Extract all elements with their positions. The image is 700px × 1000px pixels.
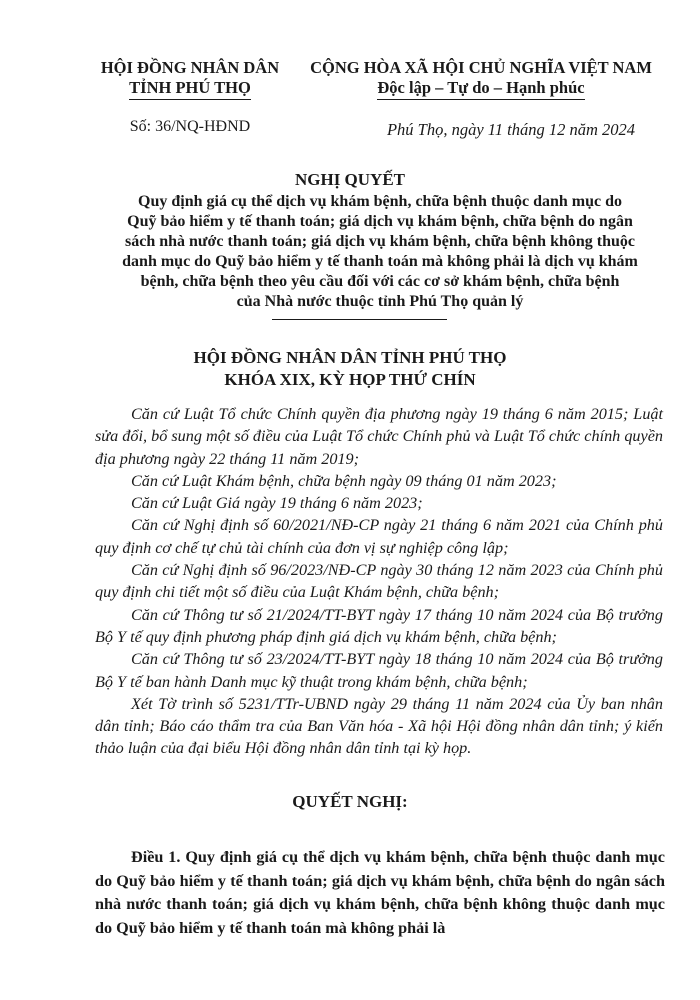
- basis-paragraph: Căn cứ Luật Khám bệnh, chữa bệnh ngày 09 tháng 01 năm 2023;: [131, 471, 557, 490]
- article-1-text: Điều 1. Quy định giá cụ thể dịch vụ khám bệnh, chữa bệnh thuộc danh mục do Quỹ bảo hiểm y tế thanh toán; giá dịch vụ khám bệnh, chữa bệnh do ngân sách nhà nước thanh toán; giá dịch vụ khám bệnh, chữa bệnh không thuộc danh mục do Quỹ bảo hiểm y tế thanh toán mà không phải là: [95, 848, 665, 937]
- council-name: HỘI ĐỒNG NHÂN DÂN TỈNH PHÚ THỌ: [193, 348, 507, 367]
- basis-paragraph: Căn cứ Thông tư số 23/2024/TT-BYT ngày 18 tháng 10 năm 2024 của Bộ trưởng Bộ Y tế ban hành Danh mục kỹ thuật trong khám bệnh, chữa bệnh;: [95, 650, 663, 691]
- legal-basis: [95, 403, 663, 760]
- country-name: CỘNG HÒA XÃ HỘI CHỦ NGHĨA VIỆT NAM: [310, 58, 652, 77]
- subject-line: Quy định giá cụ thể dịch vụ khám bệnh, chữa bệnh thuộc danh mục do: [138, 193, 622, 210]
- basis-paragraph: Căn cứ Luật Giá ngày 19 tháng 6 năm 2023;: [131, 494, 423, 513]
- subject-line: bệnh, chữa bệnh theo yêu cầu đối với các cơ sở khám bệnh, chữa bệnh: [140, 273, 620, 290]
- title-divider: [272, 319, 447, 320]
- subject-line: Quỹ bảo hiểm y tế thanh toán; giá dịch vụ khám bệnh, chữa bệnh do ngân: [127, 213, 633, 230]
- subject-line: của Nhà nước thuộc tỉnh Phú Thọ quản lý: [236, 293, 524, 310]
- document-subject: [100, 192, 660, 312]
- issuing-authority: [100, 58, 280, 100]
- authority-name-line2: TỈNH PHÚ THỌ: [129, 78, 251, 100]
- document-type-title: NGHỊ QUYẾT: [294, 170, 406, 189]
- motto-line: Độc lập – Tự do – Hạnh phúc: [377, 78, 584, 100]
- subject-line: danh mục do Quỹ bảo hiểm y tế thanh toán mà không phải là dịch vụ khám: [122, 253, 638, 270]
- authority-name-line1: HỘI ĐỒNG NHÂN DÂN: [100, 58, 280, 77]
- national-motto: [296, 58, 666, 100]
- basis-paragraph: Xét Tờ trình số 5231/TTr-UBND ngày 29 tháng 11 năm 2024 của Ủy ban nhân dân tỉnh; Báo cáo thẩm tra của Ban Văn hóa - Xã hội Hội đồng nhân dân tỉnh; ý kiến thảo luận của đại biểu Hội đồng nhân dân tỉnh tại kỳ họp.: [95, 694, 663, 758]
- basis-paragraph: Căn cứ Nghị định số 60/2021/NĐ-CP ngày 21 tháng 6 năm 2021 của Chính phủ quy định cơ chế tự chủ tài chính của đơn vị sự nghiệp công lập;: [95, 516, 663, 557]
- basis-paragraph: Căn cứ Nghị định số 96/2023/NĐ-CP ngày 30 tháng 12 năm 2023 của Chính phủ quy định chi tiết một số điều của Luật Khám bệnh, chữa bệnh;: [95, 561, 663, 602]
- document-number: Số: 36/NQ-HĐND: [129, 118, 251, 135]
- place-and-date: Phú Thọ, ngày 11 tháng 12 năm 2024: [386, 120, 636, 139]
- basis-paragraph: Căn cứ Thông tư số 21/2024/TT-BYT ngày 17 tháng 10 năm 2024 của Bộ trưởng Bộ Y tế quy định phương pháp định giá dịch vụ khám bệnh, chữa bệnh;: [95, 605, 663, 646]
- decision-heading: QUYẾT NGHỊ:: [292, 792, 408, 811]
- basis-paragraph: Căn cứ Luật Tổ chức Chính quyền địa phương ngày 19 tháng 6 năm 2015; Luật sửa đổi, bổ sung một số điều của Luật Tổ chức Chính phủ và Luật Tổ chức chính quyền địa phương ngày 22 tháng 11 năm 2019;: [95, 405, 663, 468]
- subject-line: sách nhà nước thanh toán; giá dịch vụ khám bệnh, chữa bệnh không thuộc: [125, 233, 635, 250]
- article-1: [95, 846, 665, 940]
- council-session: KHÓA XIX, KỲ HỌP THỨ CHÍN: [224, 370, 476, 389]
